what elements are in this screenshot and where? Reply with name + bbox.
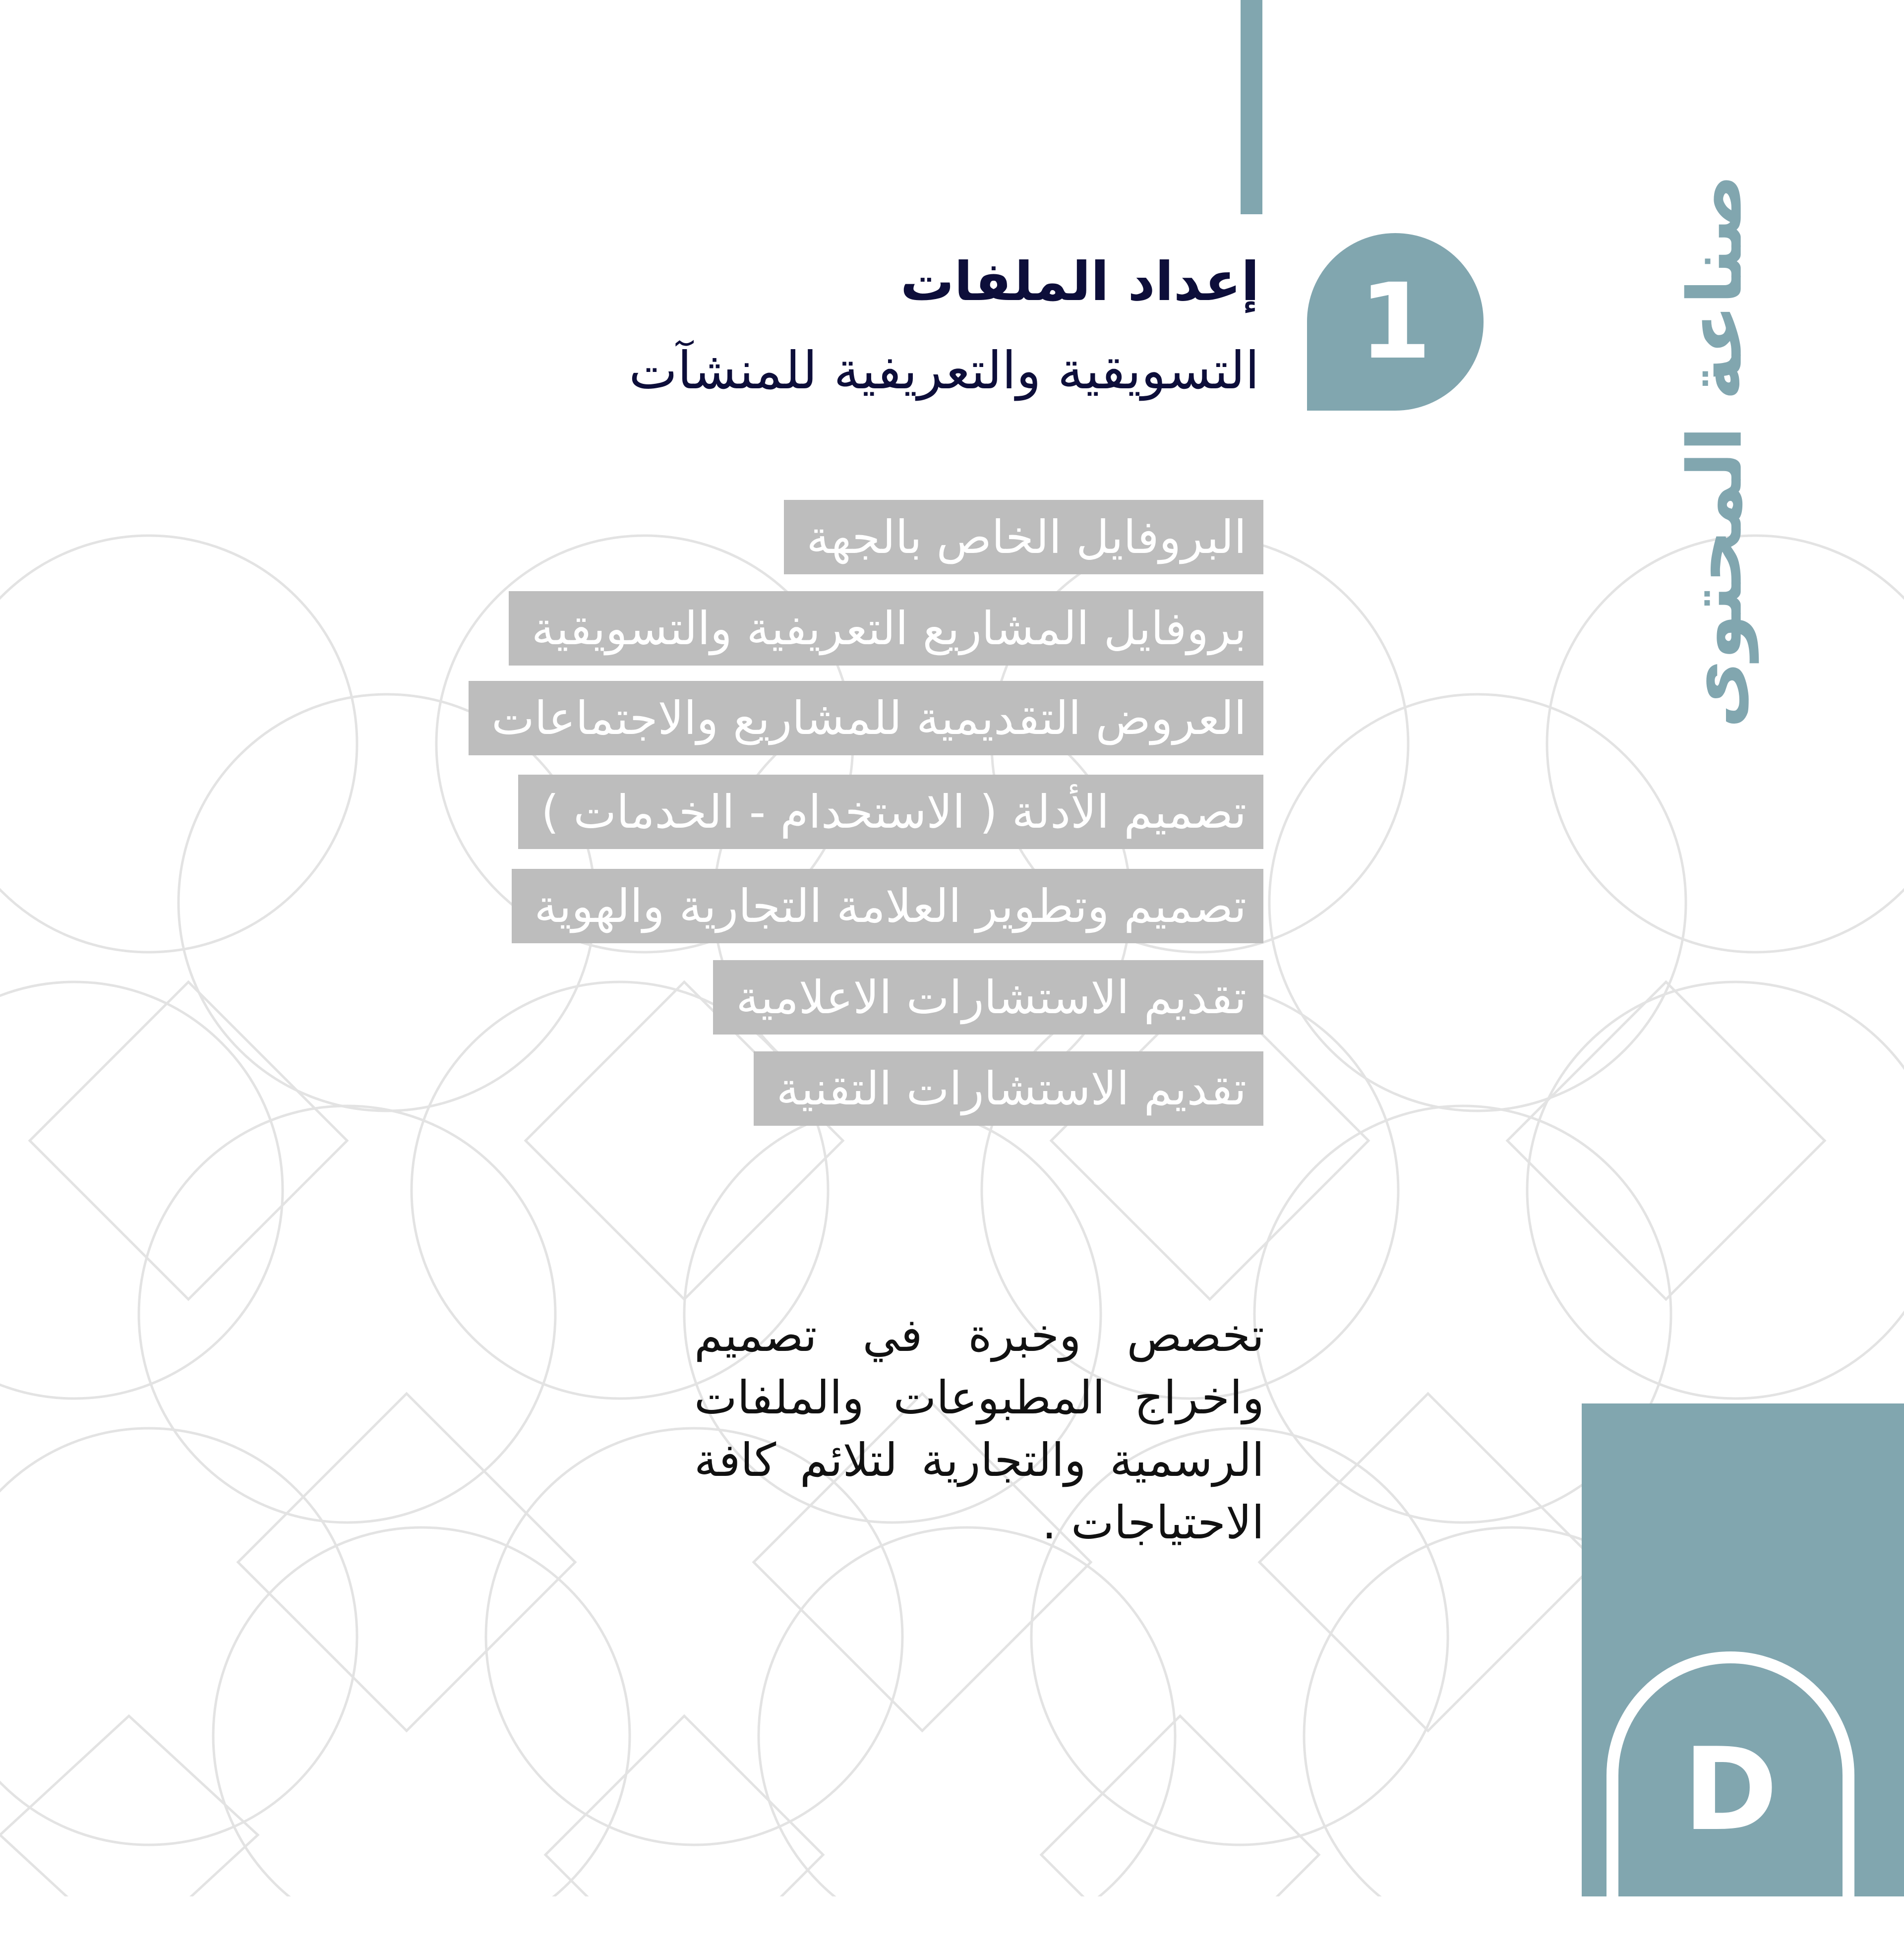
service-tag-label: العروض التقديمية للمشاريع والاجتماعات — [491, 691, 1247, 745]
service-tag-label: تصميم الأدلة ( الاستخدام - الخدمات ) — [541, 785, 1247, 839]
section-title: إعداد الملفات — [900, 251, 1259, 313]
service-tag — [509, 591, 1263, 666]
service-tag — [469, 681, 1263, 755]
service-tag-label: تقديم الاستشارات التقنية — [776, 1062, 1247, 1115]
service-tag-label: بروفايل المشاريع التعريفية والتسويقية — [531, 602, 1247, 655]
corner-letter: D — [1683, 1724, 1778, 1856]
service-tag — [754, 1051, 1263, 1126]
top-accent-bar — [1241, 0, 1262, 214]
vertical-heading-text: صناعة المحتوى — [1672, 174, 1759, 729]
service-tag-label: تصميم وتطوير العلامة التجارية والهوية — [534, 879, 1247, 933]
section-number: 1 — [1359, 261, 1432, 382]
service-tag — [713, 960, 1263, 1035]
service-tag — [784, 500, 1263, 574]
section-subtitle: التسويقية والتعريفية للمنشآت — [629, 340, 1259, 401]
service-tag — [512, 869, 1263, 943]
service-tag-label: تقديم الاستشارات الاعلامية — [736, 971, 1247, 1024]
service-tag — [518, 775, 1263, 849]
description-paragraph: تخصص وخبرة في تصميم واخراج المطبوعات والملفات الرسمية والتجارية لتلائم كافة الاحتياجات . — [694, 1309, 1264, 1549]
vertical-heading — [1661, 114, 1770, 789]
service-tag-label: البروفايل الخاص بالجهة — [806, 510, 1247, 564]
section-number-badge — [1307, 233, 1484, 411]
